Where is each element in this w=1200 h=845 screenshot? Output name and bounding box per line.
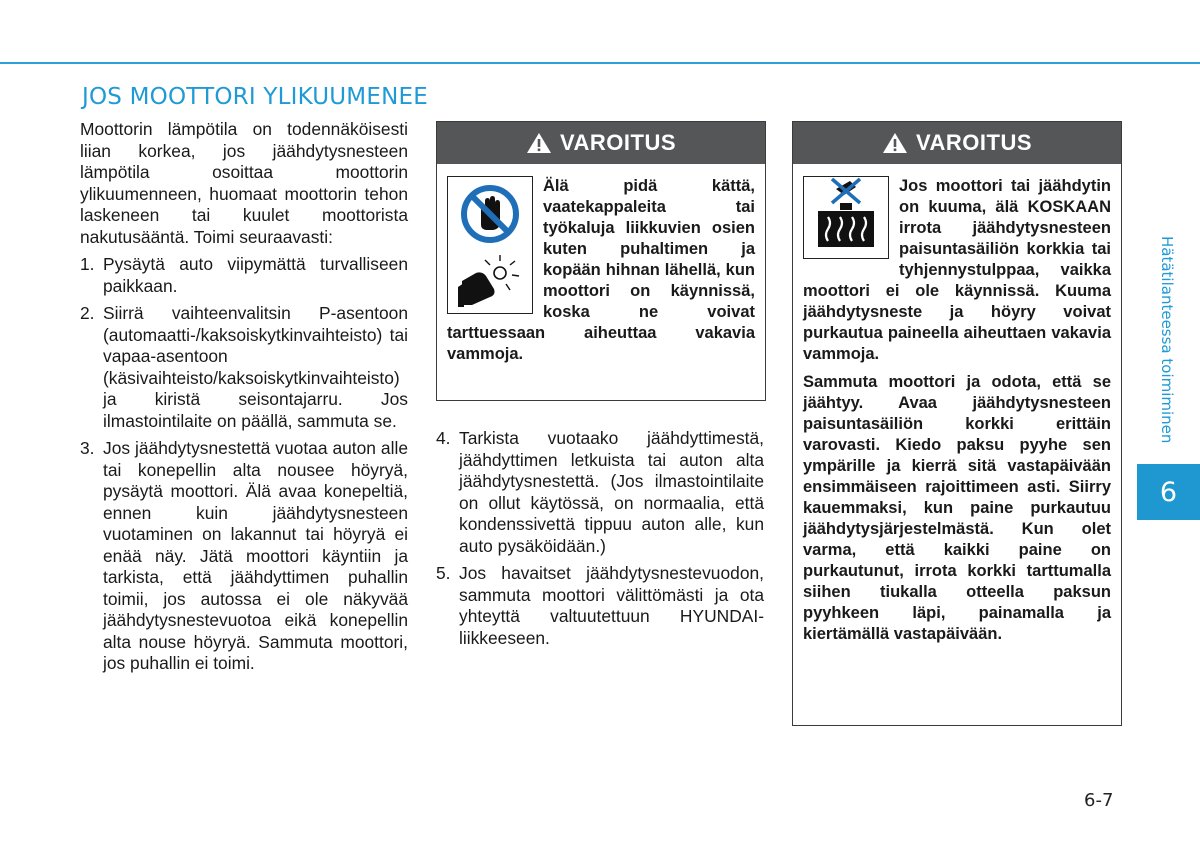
warning-heading: VAROITUS: [915, 130, 1033, 155]
warning-triangle-icon: [882, 132, 908, 154]
step-number: 2.: [80, 303, 95, 323]
list-item: [436, 428, 764, 557]
step-text: Siirrä vaihteenvalitsin P-asentoon (automaatti-/kaksoiskytkinvaihteisto) tai vapaa-asentoon (käsivaihteisto/kaksoiskytkinvaihteisto) ja kiristä seisontajarru. Jos ilmastointilaite on päällä, sammuta se.: [103, 303, 408, 431]
step-number: 3.: [80, 438, 95, 458]
page-number: 6-7: [1084, 790, 1114, 811]
warning-triangle-icon: [526, 132, 552, 154]
step-number: 5.: [436, 563, 451, 583]
warning-header: [437, 122, 765, 164]
list-item: [80, 438, 408, 675]
steps-list-left: [80, 254, 408, 675]
step-number: 1.: [80, 254, 95, 274]
hot-coolant-no-touch-icon: [803, 176, 889, 259]
steps-list-right: [436, 428, 764, 649]
step-text: Jos jäähdytysnestettä vuotaa auton alle tai konepellin alta nousee höyryä, pysäytä moottori. Älä avaa konepeltiä, ennen kuin jäähdytysnesteen vuotaminen on lakannut tai höyryä ei enää näy. Jätä moottori käyntiin ja tarkista, että jäähdyttimen puhallin toimii, jos autossa ei ole näkyvää jäähdytysnestevuotoa eikä konepellin alta nouse höyryä. Sammuta moottori, jos puhallin ei toimi.: [103, 438, 408, 673]
step-text: Jos havaitset jäähdytysnestevuodon, sammuta moottori välittömästi ja ota yhteyttä valtuutettuun HYUNDAI-liikkeeseen.: [459, 563, 764, 648]
warning-text: Sammuta moottori ja odota, että se jäähtyy. Avaa jäähdytysnesteen paisuntasäiliön korkki erittäin varovasti. Kiedo paksu pyyhe sen ympärille ja kierrä sitä vastapäivään ensimmäiseen rajoittimeen asti. Siirry kauemmaksi, kun paine purkautuu jäähdytysjärjestelmästä. Kun olet varma, että kaikki paine on purkautunut, irrota korkki tarttumalla siihen tiukalla otteella paksun pyyhkeen läpi, painamalla ja kiertämällä vastapäivään.: [803, 373, 1111, 643]
list-item: [80, 303, 408, 432]
warning-text: Jos moottori tai jäähdytin on kuuma, älä KOSKAAN irrota jäähdytysnesteen paisuntasäiliön korkkia tai tyhjennystulppaa, vaikka moottori ei ole käynnissä. Kuuma jäähdytysneste ja höyry voivat purkautua paineella aiheuttaen vakavia vammoja.: [803, 177, 1111, 363]
step-text: Tarkista vuotaako jäähdyttimestä, jäähdyttimen letkuista tai auton alta jäähdytysnestettä. (Jos ilmastointilaite on ollut käytössä, on normaalia, että kondenssivettä tippuu auton alle, kun auto pysäköidään.): [459, 428, 764, 556]
step-number: 4.: [436, 428, 451, 448]
step-text: Pysäytä auto viipymättä turvalliseen paikkaan.: [103, 254, 408, 296]
warning-text: Älä pidä kättä, vaatekappaleita tai työkaluja liikkuvien osien kuten puhaltimen ja kopään hihnan lähellä, kun moottori on käynnissä, koska ne voivat tarttuessaan aiheuttaa vakavia vammoja.: [447, 177, 755, 363]
chapter-side-label: Hätätilanteessa toimiminen: [1158, 236, 1176, 444]
warning-box-moving-parts: [436, 121, 766, 401]
chapter-tab: [1137, 464, 1200, 520]
warning-header: [793, 122, 1121, 164]
chapter-number: 6: [1159, 476, 1178, 508]
warning-body: [437, 164, 765, 365]
chapter-side-title: [1156, 236, 1176, 458]
hand-fan-warning-icon: [447, 176, 533, 314]
left-column: [80, 119, 408, 681]
section-title: JOS MOOTTORI YLIKUUMENEE: [82, 84, 428, 110]
warning-body: [793, 164, 1121, 645]
warning-heading: VAROITUS: [559, 130, 677, 155]
middle-column: [436, 428, 764, 655]
top-rule: [0, 62, 1200, 64]
intro-paragraph: Moottorin lämpötila on todennäköisesti liian korkea, jos jäähdytysnesteen lämpötila osoittaa moottorin ylikuumenneen, huomaat moottorin tehon laskeneen tai kuulet moottorista nakutusääntä. Toimi seuraavasti:: [80, 119, 408, 247]
list-item: [436, 563, 764, 649]
list-item: [80, 254, 408, 297]
warning-box-hot-coolant: [792, 121, 1122, 726]
